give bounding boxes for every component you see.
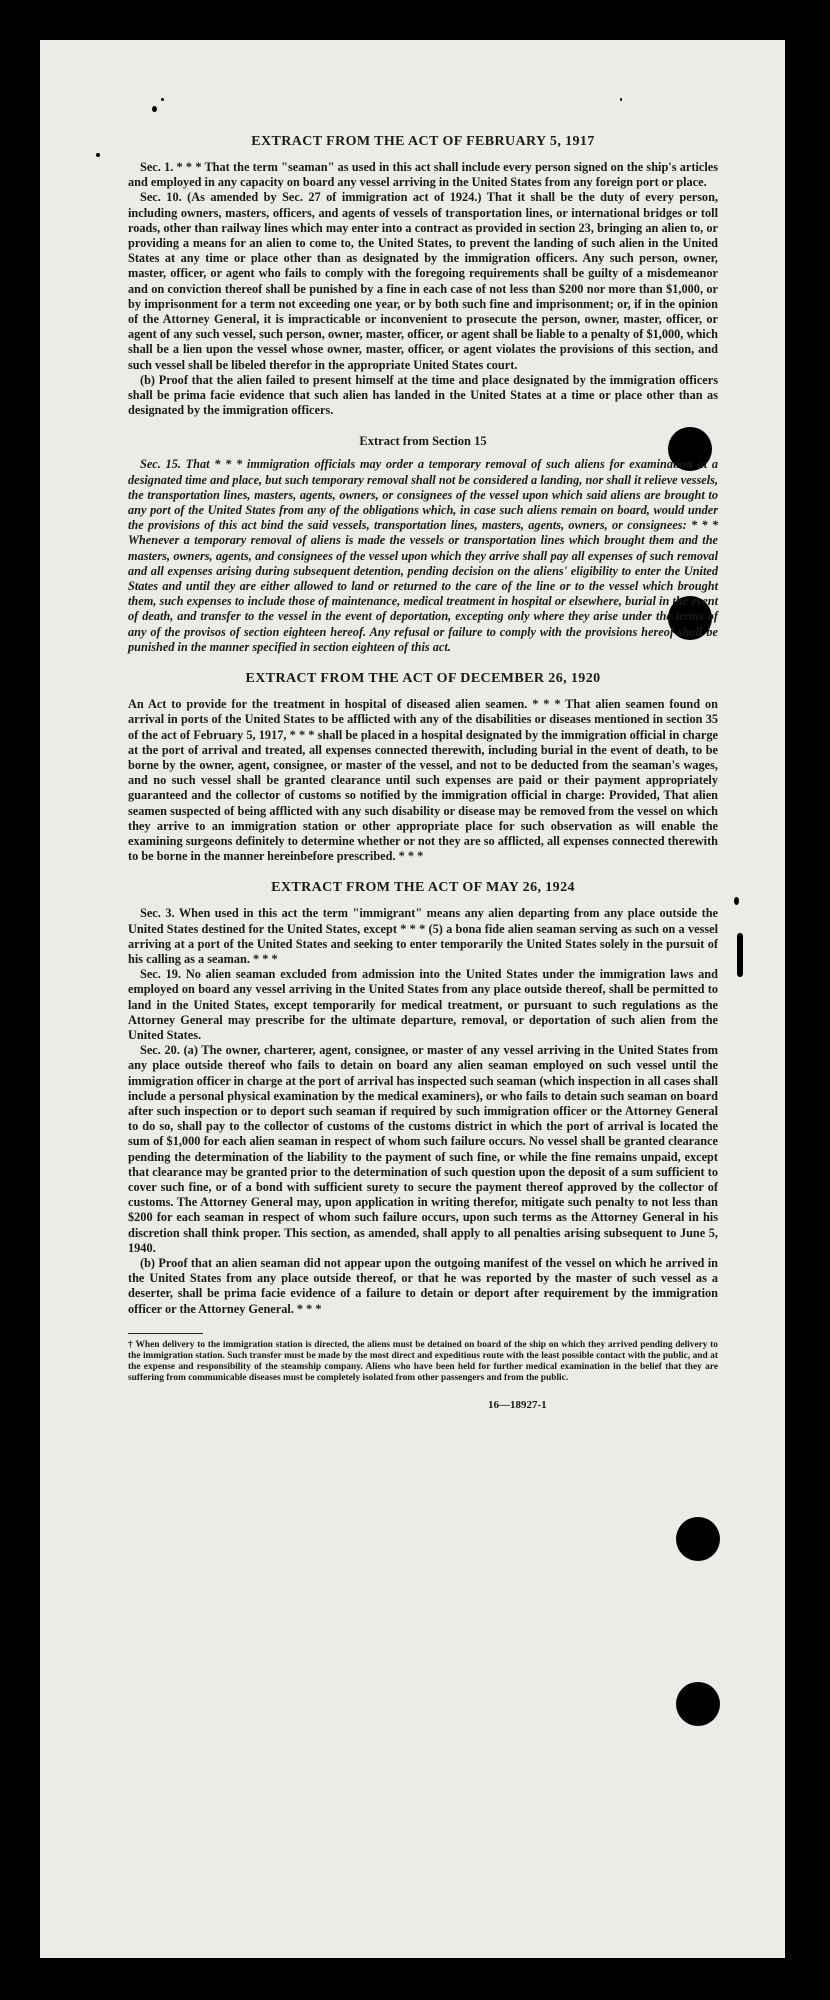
section-act-1920 [128, 671, 718, 864]
paragraph: (b) Proof that an alien seaman did not appear upon the outgoing manifest of the vessel on which he arrived in the United States from any place outside thereof, or that he was reported by the master of such vessel as a deserter, shall be prima facie evidence of a failure to detain or deport after requirement by the immigration officer or the Attorney General. * * * [128, 1256, 718, 1316]
paragraph: Sec. 1. * * * That the term "seaman" as used in this act shall include every person signed on the ship's articles and employed in any capacity on board any vessel arriving in the United States from any foreign port or place. [128, 160, 718, 190]
section-extract-section-15 [128, 434, 718, 655]
paragraph: Sec. 10. (As amended by Sec. 27 of immigration act of 1924.) That it shall be the duty of every person, including owners, masters, officers, and agents of vessels of transportation lines, or international bridges or toll roads, other than railway lines which may enter into a contract as provided in section 23, bringing an alien to, or providing a means for an alien to come to, the United States, to prevent the landing of such alien in the United States at any time or place other than as designated by the immigration officers. Any such person, owner, master, officer, or agent who fails to comply with the foregoing requirements shall be guilty of a misdemeanor and on conviction thereof shall be punished by a fine in each case of not less than $200 nor more than $1,000, or by imprisonment for a term not exceeding one year, or by both such fine and imprisonment; or, if in the opinion of the Attorney General, it is impracticable or inconvenient to prosecute the person, owner, master, officer, or agent of any such vessel, such person, owner, master, officer, or agent shall be liable to a penalty of $1,000, which shall be a lien upon the vessel whose owner, master, officer, or agent violates the provisions of this section, and such vessel shall be libeled therefor in the appropriate United States court. [128, 190, 718, 372]
section-heading: EXTRACT FROM THE ACT OF DECEMBER 26, 1920 [245, 671, 601, 687]
ink-speck [152, 106, 157, 112]
footnote-divider [128, 1333, 203, 1334]
footnote: † When delivery to the immigration station is directed, the aliens must be detained on board of the ship on which they arrived pending delivery to the immigration station. Such transfer must be made by the most direct and expeditious route with the least possible contact with the public, and at the expense and responsibility of the steamship company. Aliens who have been held for further medical examination in the belief that they are suffering from communicable diseases must be completely isolated from other passengers and from the public. [128, 1339, 718, 1384]
ink-speck [734, 897, 739, 905]
ink-speck [737, 933, 743, 977]
ink-speck [620, 98, 622, 101]
paragraph: Sec. 20. (a) The owner, charterer, agent, consignee, or master of any vessel arriving in the United States from any place outside thereof who fails to detain on board any alien seaman employed on such vessel until the immigration officer in charge at the port of arrival has inspected such seaman (which inspection in all cases shall include a personal physical examination by the medical examiners), or who fails to detain such seaman on board after such inspection or to deport such seaman if required by such immigration officer or the Attorney General to do so, shall pay to the collector of customs of the customs district in which the port of arrival is located the sum of $1,000 for each alien seaman in respect of whom such failure occurs. No vessel shall be granted clearance pending the determination of the liability to the payment of such fine, or while the fine remains unpaid, except that clearance may be granted prior to the determination of such question upon the deposit of a sum sufficient to cover such fine, or of a bond with sufficient surety to secure the payment thereof approved by the collector of customs. The Attorney General may, upon application in writing therefor, mitigate such penalty to not less than $200 for each seaman in respect of whom such failure occurs, upon such terms as the Attorney General in his discretion shall think proper. This section, as amended, shall apply to all penalties arising subsequent to June 5, 1940. [128, 1043, 718, 1255]
paragraph: Sec. 15. That * * * immigration officials may order a temporary removal of such aliens for examination at a designated time and place, but such temporary removal shall not be considered a landing, nor shall it relieve vessels, the transportation lines, masters, agents, owners, or consignees of the vessel upon which said aliens are brought to any port of the United States from any of the obligations which, in case such aliens remain on board, would under the provisions of this act bind the said vessels, transportation lines, masters, agents, owners, or consignees: * * * Whenever a temporary removal of aliens is made the vessels or transportation lines which brought them and the masters, owners, agents, and consignees of the vessel upon which they arrive shall pay all expenses of such removal and all expenses arising during subsequent detention, pending decision on the aliens' eligibility to enter the United States and until they are either allowed to land or returned to the care of the line or to the vessel which brought them, such expenses to include those of maintenance, medical treatment in hospital or elsewhere, burial in the event of death, and transfer to the vessel in the event of deportation, excepting only where they arise under the terms of any of the provisos of section eighteen hereof. Any refusal or failure to comply with the provisions hereof shall be punished in the manner specified in section eighteen of this act. [128, 457, 718, 654]
section-act-1924 [128, 880, 718, 1316]
punch-hole [676, 1682, 720, 1726]
punch-hole [676, 1517, 720, 1561]
document-page [40, 40, 785, 1958]
form-number: 16—18927-1 [488, 1398, 547, 1411]
paragraph: An Act to provide for the treatment in hospital of diseased alien seamen. * * * That alien seamen found on arrival in ports of the United States to be afflicted with any of the disabilities or diseases mentioned in section 35 of the act of February 5, 1917, * * * shall be placed in a hospital designated by the immigration official in charge at the port of arrival and treated, all expenses connected therewith, including burial in the event of death, to be borne by the owner, agent, consignee, or master of the vessel, and not to be deducted from the seaman's wages, and no such vessel shall be granted clearance until such expenses are paid or their payment appropriately guaranteed and the collector of customs so notified by the immigration official in charge: Provided, That alien seamen suspected of being afflicted with any such disability or disease may be removed from the vessel on which they arrive to an immigration station or other appropriate place for such observation as will enable the examining surgeons definitely to determine whether or not they are so afflicted, all expenses connected therewith to be borne in the manner hereinbefore prescribed. * * * [128, 697, 718, 864]
document-body [128, 134, 718, 1411]
section-act-1917 [128, 134, 718, 418]
paragraph: (b) Proof that the alien failed to present himself at the time and place designated by the immigration officers shall be prima facie evidence that such alien has landed in the United States at a time or place other than as designated by the immigration officers. [128, 372, 718, 418]
paragraph: Sec. 19. No alien seaman excluded from admission into the United States under the immigration laws and employed on board any vessel arriving in the United States from any place outside thereof, shall be permitted to land in the United States, except temporarily for medical treatment, or pursuant to such regulations as the Attorney General may prescribe for the ultimate departure, removal, or deportation of such alien from the United States. [128, 967, 718, 1042]
section-subheading: Extract from Section 15 [359, 434, 487, 449]
ink-speck [161, 98, 164, 101]
paragraph: Sec. 3. When used in this act the term "immigrant" means any alien departing from any place outside the United States destined for the United States, except * * * (5) a bona fide alien seaman serving as such on a vessel arriving at a port of the United States and seeking to enter temporarily the United States solely in the pursuit of his calling as a seaman. * * * [128, 906, 718, 966]
section-heading: EXTRACT FROM THE ACT OF MAY 26, 1924 [271, 880, 575, 896]
ink-speck [96, 153, 100, 157]
section-heading: EXTRACT FROM THE ACT OF FEBRUARY 5, 1917 [251, 134, 595, 149]
